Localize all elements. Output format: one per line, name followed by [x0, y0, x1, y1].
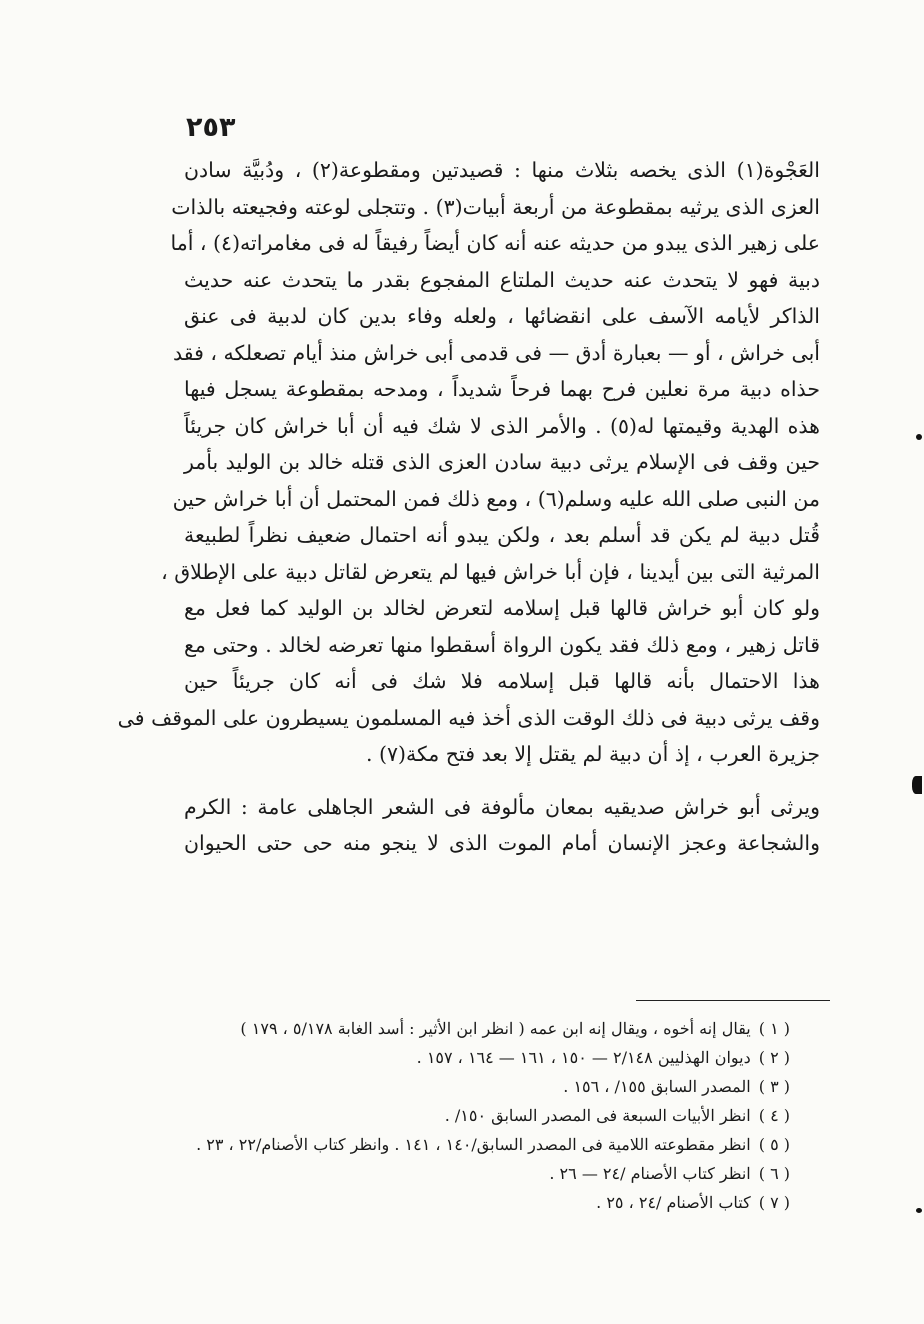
- text-line: دبية فهو لا يتحدث عنه حديث الملتاع المفجوع بقدر ما يتحدث عنه حديث: [184, 267, 820, 292]
- footnote-separator: [636, 1000, 830, 1001]
- footnote-text: انظر كتاب الأصنام /٢٤ — ٢٦ .: [549, 1164, 751, 1183]
- footnote-number: ( ١ ): [758, 1019, 790, 1038]
- text-line: والشجاعة وعجز الإنسان أمام الموت الذى لا ينجو منه حى حتى الحيوان: [184, 831, 820, 855]
- footnote-text: ديوان الهذليين ٢/١٤٨ — ١٥٠ ، ١٦١ — ١٦٤ ، ١٥٧ .: [416, 1048, 751, 1067]
- page-number: ٢٥٣: [186, 112, 236, 143]
- text-line: من النبى صلى الله عليه وسلم(٦) ، ومع ذلك فمن المحتمل أن أبا خراش حين: [172, 486, 820, 511]
- scan-mark: [916, 1208, 922, 1213]
- main-text: [117, 152, 821, 862]
- text-line: قاتل زهير ، ومع ذلك فقد يكون الرواة أسقطوا منها تعرضه لخالد . وحتى مع: [184, 632, 820, 657]
- footnote-number: ( ٣ ): [758, 1077, 790, 1096]
- text-line: العَجْوة(١) الذى يخصه بثلاث منها : قصيدتين ومقطوعة(٢) ، ودُبيَّة سادن: [184, 158, 821, 182]
- footnote-text: كتاب الأصنام /٢٤ ، ٢٥ .: [596, 1193, 751, 1212]
- text-line: ولو كان أبو خراش قالها قبل إسلامه لتعرض لخالد بن الوليد كما فعل مع: [184, 596, 820, 620]
- footnote-text: انظر الأبيات السبعة فى المصدر السابق ١٥٠/ .: [444, 1106, 751, 1125]
- text-line: ويرثى أبو خراش صديقيه بمعان مألوفة فى الشعر الجاهلى عامة : الكرم: [184, 794, 820, 819]
- text-line: وقف يرثى دبية فى ذلك الوقت الذى أخذ فيه المسلمون يسيطرون على الموقف فى: [117, 705, 820, 730]
- footnote: [184, 1101, 790, 1130]
- text-line: جزيرة العرب ، إذ أن دبية لم يقتل إلا بعد فتح مكة(٧) .: [365, 742, 820, 766]
- footnotes: [184, 1014, 790, 1217]
- footnote-text: يقال إنه أخوه ، ويقال إنه ابن عمه ( انظر ابن الأثير : أسد الغابة ٥/١٧٨ ، ١٧٩ ): [240, 1019, 751, 1038]
- text-line: أبى خراش ، أو — بعبارة أدق — فى قدمى أبى خراش منذ أيام تصعلكه ، فقد: [172, 340, 820, 365]
- footnote-text: المصدر السابق ١٥٥/ ، ١٥٦ .: [563, 1077, 751, 1096]
- footnote: [184, 1130, 790, 1159]
- text-line: العزى الذى يرثيه بمقطوعة من أربعة أبيات(٣) . وتتجلى لوعته وفجيعته بالذات: [171, 194, 820, 219]
- scan-mark: [912, 776, 922, 794]
- text-line: حين وقف فى الإسلام يرثى دبية سادن العزى الذى قتله خالد بن الوليد بأمر: [184, 450, 820, 474]
- text-line: حذاه دبية مرة نعلين فرح بهما فرحاً شديداً ، ومدحه بمقطوعة يسجل فيها: [184, 377, 820, 401]
- paragraph-break: [184, 773, 820, 789]
- footnote: [184, 1159, 790, 1188]
- text-line: على زهير الذى يبدو من حديثه عنه أنه كان أيضاً رفيقاً له فى مغامراته(٤) ، أما: [170, 231, 820, 255]
- footnote-number: ( ٦ ): [758, 1164, 790, 1183]
- footnote: [184, 1043, 790, 1072]
- text-line: قُتل دبية لم يكن قد أسلم بعد ، ولكن يبدو أنه احتمال ضعيف نظراً لطبيعة: [184, 523, 820, 547]
- footnote-number: ( ٧ ): [758, 1193, 790, 1212]
- footnote-text: انظر مقطوعته اللامية فى المصدر السابق/١٤٠ ، ١٤١ . وانظر كتاب الأصنام/٢٢ ، ٢٣ .: [196, 1135, 751, 1154]
- text-line: الذاكر لأيامه الآسف على انقضائها ، ولعله وفاء بدين كان لدبية فى عنق: [184, 304, 820, 328]
- footnote-number: ( ٢ ): [758, 1048, 790, 1067]
- footnote-number: ( ٤ ): [758, 1106, 790, 1125]
- footnote: [184, 1188, 790, 1217]
- text-line: هذه الهدية وقيمتها له(٥) . والأمر الذى لا شك فيه أن أبا خراش كان جريئاً: [184, 413, 820, 438]
- footnote-number: ( ٥ ): [758, 1135, 790, 1154]
- footnote: [184, 1072, 790, 1101]
- footnote: [184, 1014, 790, 1043]
- text-line: هذا الاحتمال بأنه قالها قبل إسلامه فلا شك فى أنه كان جريئاً حين: [184, 669, 820, 693]
- scan-mark: [916, 434, 922, 440]
- text-line: المرثية التى بين أيدينا ، فإن أبا خراش فيها لم يتعرض لقاتل دبية على الإطلاق ،: [161, 559, 820, 584]
